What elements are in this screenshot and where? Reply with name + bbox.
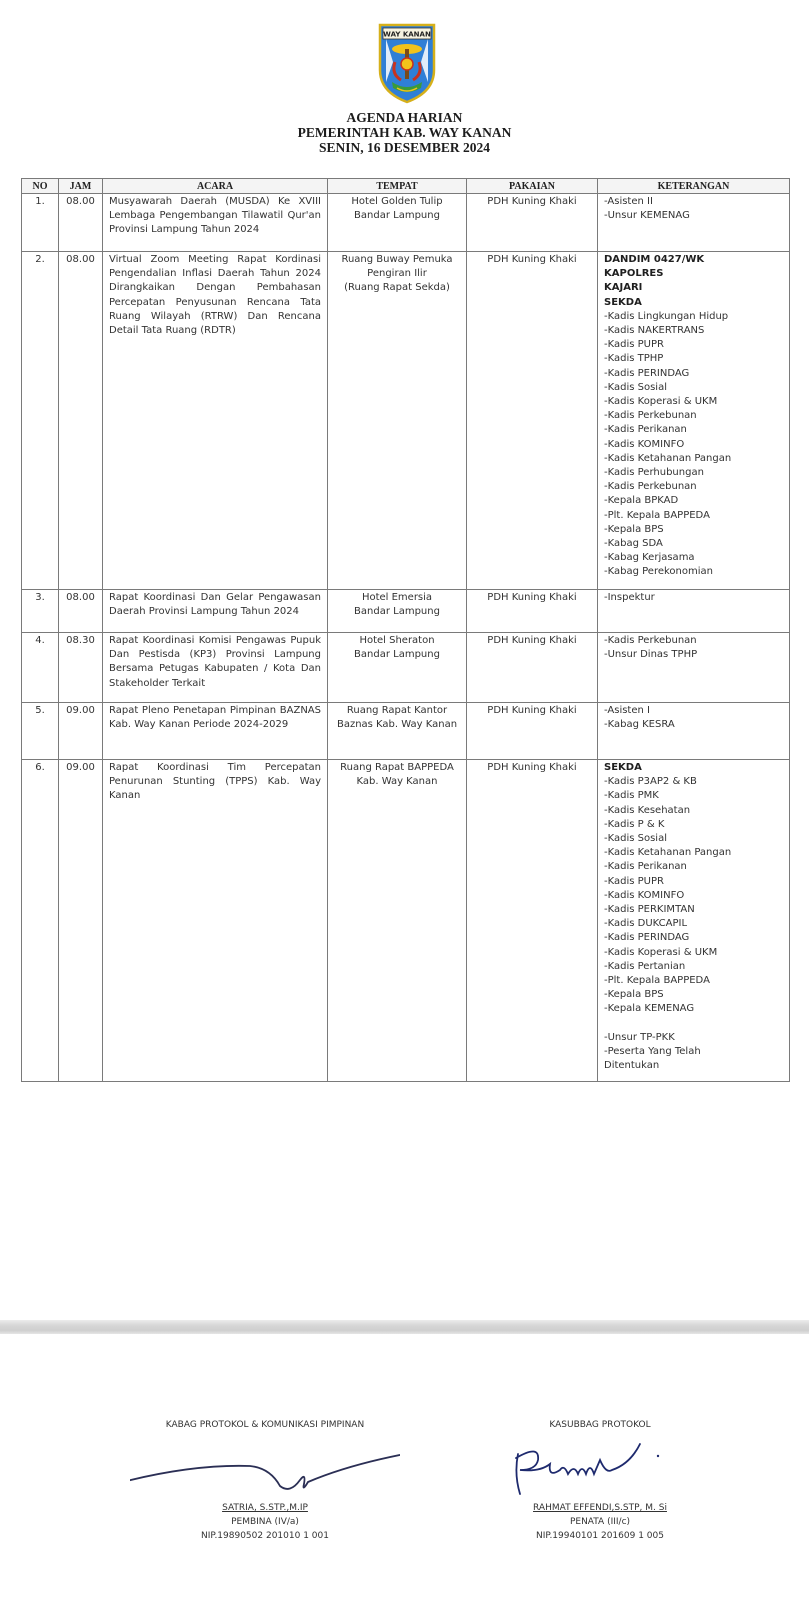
keterangan-item: -Kabag Kerjasama (604, 552, 695, 564)
cell-jam: 09.00 (59, 703, 103, 760)
keterangan-item: -Kadis Perikanan (604, 424, 687, 436)
agenda-row (22, 194, 790, 252)
signature-scribble (130, 1434, 400, 1502)
keterangan-item: -Kadis Ketahanan Pangan (604, 452, 732, 464)
document-title-block (0, 110, 809, 155)
agenda-row (22, 760, 790, 1082)
keterangan-item: -Kadis KOMINFO (604, 438, 685, 450)
cell-jam: 09.00 (59, 760, 103, 1082)
cell-keterangan (598, 703, 790, 760)
keterangan-item: SEKDA (604, 296, 642, 308)
keterangan-item: -Kepala KEMENAG (604, 1003, 695, 1015)
signatory-rank: PENATA (III/c) (569, 1517, 631, 1527)
keterangan-item: -Kadis PMK (604, 790, 659, 802)
signature-block-kasubbag (490, 1420, 710, 1543)
signatory-nip: NIP.19890502 201010 1 001 (201, 1531, 329, 1541)
tempat-line: Baznas Kab. Way Kanan (336, 719, 458, 731)
keterangan-item: -Kadis NAKERTRANS (604, 325, 705, 337)
signatory-rank: PEMBINA (IV/a) (231, 1517, 299, 1527)
column-header-tempat: TEMPAT (328, 179, 467, 194)
signatory-name: RAHMAT EFFENDI,S.STP, M. Si (533, 1503, 667, 1513)
keterangan-item: -Kadis Perkebunan (604, 481, 697, 493)
tempat-line: Ruang Rapat BAPPEDA (340, 762, 454, 773)
keterangan-item: -Kadis Perikanan (604, 861, 687, 873)
title-date: SENIN, 16 DESEMBER 2024 (318, 140, 491, 155)
agenda-row (22, 633, 790, 703)
keterangan-item: -Unsur Dinas TPHP (604, 649, 698, 661)
keterangan-item: -Kadis PERINDAG (604, 367, 690, 379)
cell-keterangan (598, 590, 790, 633)
keterangan-item: -Unsur KEMENAG (604, 210, 690, 222)
cell-keterangan (598, 633, 790, 703)
cell-pakaian: PDH Kuning Khaki (467, 760, 598, 1082)
tempat-line: Ruang Buway Pemuka (341, 254, 453, 265)
cell-acara: Virtual Zoom Meeting Rapat Kordinasi Pengendalian Inflasi Daerah Tahun 2024 Dirangkaikan Dengan Pembahasan Percepatan Penyusunan Rencana Tata Ruang Wilayah (RTRW) Dan Rencana Detail Tata Ruang (RDTR) (103, 252, 328, 590)
column-header-no: NO (22, 179, 59, 194)
cell-jam: 08.00 (59, 590, 103, 633)
tempat-line: Pengiran Ilir (367, 268, 427, 280)
cell-pakaian: PDH Kuning Khaki (467, 590, 598, 633)
cell-no: 1. (22, 194, 59, 252)
keterangan-item: -Kadis P3AP2 & KB (604, 776, 697, 788)
keterangan-item: SEKDA (604, 762, 642, 773)
keterangan-item: -Kadis Koperasi & UKM (604, 946, 718, 958)
column-header-jam: JAM (59, 179, 103, 194)
tempat-line: Bandar Lampung (354, 649, 440, 661)
tempat-line: Bandar Lampung (354, 606, 440, 618)
keterangan-item (604, 1017, 783, 1031)
signature-role: KABAG PROTOKOL & KOMUNIKASI PIMPINAN (165, 1420, 365, 1430)
keterangan-item: DANDIM 0427/WK (604, 254, 705, 265)
title-pemerintah: PEMERINTAH KAB. WAY KANAN (297, 125, 512, 140)
cell-no: 4. (22, 633, 59, 703)
signature-role: KASUBBAG PROTOKOL (549, 1420, 651, 1430)
keterangan-item: -Asisten II (604, 196, 653, 207)
cell-keterangan (598, 760, 790, 1082)
signature-scribble (490, 1434, 710, 1502)
keterangan-item: -Kadis Perkebunan (604, 410, 697, 422)
keterangan-item: -Kadis Lingkungan Hidup (604, 310, 729, 322)
keterangan-item: -Kadis Perkebunan (604, 635, 697, 646)
tempat-line: Bandar Lampung (354, 210, 440, 222)
keterangan-item: -Kabag KESRA (604, 719, 675, 731)
tempat-line: Hotel Golden Tulip (351, 196, 443, 207)
tempat-line: Kab. Way Kanan (356, 776, 438, 788)
way-kanan-emblem-logo (377, 22, 437, 104)
cell-tempat (328, 252, 467, 590)
cell-tempat (328, 194, 467, 252)
cell-tempat (328, 760, 467, 1082)
tempat-line: Hotel Emersia (361, 592, 433, 603)
cell-tempat (328, 633, 467, 703)
keterangan-item: -Kadis PUPR (604, 875, 664, 887)
keterangan-item: -Unsur TP-PKK (604, 1031, 675, 1043)
column-header-keterangan: KETERANGAN (598, 179, 790, 194)
cell-no: 2. (22, 252, 59, 590)
keterangan-item: -Kepala BPS (604, 523, 664, 535)
keterangan-item: -Kadis Perhubungan (604, 467, 704, 479)
keterangan-item: -Kabag SDA (604, 538, 663, 550)
cell-jam: 08.00 (59, 252, 103, 590)
keterangan-item: -Peserta Yang Telah (604, 1045, 701, 1057)
cell-jam: 08.30 (59, 633, 103, 703)
cell-pakaian: PDH Kuning Khaki (467, 194, 598, 252)
cell-no: 6. (22, 760, 59, 1082)
cell-acara: Rapat Koordinasi Dan Gelar Pengawasan Daerah Provinsi Lampung Tahun 2024 (103, 590, 328, 633)
keterangan-item: -Kabag Perekonomian (604, 566, 713, 578)
agenda-table (21, 178, 790, 1082)
signatory-name: SATRIA, S.STP.,M.IP (222, 1503, 308, 1513)
keterangan-item: KAJARI (604, 282, 643, 294)
keterangan-item: -Kadis DUKCAPIL (604, 918, 688, 930)
tempat-line: Ruang Rapat Kantor (346, 705, 448, 716)
column-header-acara: ACARA (103, 179, 328, 194)
keterangan-item: -Kadis Sosial (604, 381, 667, 393)
cell-no: 5. (22, 703, 59, 760)
signatory-nip: NIP.19940101 201609 1 005 (536, 1531, 664, 1541)
keterangan-item: -Kadis Pertanian (604, 960, 686, 972)
cell-pakaian: PDH Kuning Khaki (467, 703, 598, 760)
keterangan-item: -Inspektur (604, 592, 655, 603)
agenda-row (22, 703, 790, 760)
keterangan-item: -Kadis Ketahanan Pangan (604, 847, 732, 859)
cell-tempat (328, 703, 467, 760)
tempat-line: Hotel Sheraton (359, 635, 435, 646)
page-divider (0, 1320, 809, 1334)
agenda-row (22, 252, 790, 590)
keterangan-item: -Kadis Sosial (604, 833, 667, 845)
keterangan-item: -Kadis TPHP (604, 353, 664, 365)
title-agenda-harian: AGENDA HARIAN (346, 110, 463, 125)
cell-acara: Rapat Koordinasi Komisi Pengawas Pupuk Dan Pestisda (KP3) Provinsi Lampung Bersama Petugas Kabupaten / Kota Dan Stakeholder Terkait (103, 633, 328, 703)
cell-pakaian: PDH Kuning Khaki (467, 252, 598, 590)
agenda-row (22, 590, 790, 633)
keterangan-item: -Kadis PERINDAG (604, 932, 690, 944)
keterangan-item: -Plt. Kepala BAPPEDA (604, 975, 710, 987)
cell-acara: Rapat Koordinasi Tim Percepatan Penurunan Stunting (TPPS) Kab. Way Kanan (103, 760, 328, 1082)
tempat-line: (Ruang Rapat Sekda) (344, 282, 450, 294)
cell-keterangan (598, 252, 790, 590)
keterangan-item: -Kadis KOMINFO (604, 889, 685, 901)
cell-keterangan (598, 194, 790, 252)
signature-block-kabag (130, 1420, 400, 1543)
keterangan-item: KAPOLRES (604, 268, 664, 280)
keterangan-item: -Kepala BPS (604, 989, 664, 1001)
table-header-row (22, 179, 790, 194)
cell-jam: 08.00 (59, 194, 103, 252)
keterangan-item: -Asisten I (604, 705, 650, 716)
cell-tempat (328, 590, 467, 633)
keterangan-item: -Plt. Kepala BAPPEDA (604, 509, 710, 521)
cell-acara: Rapat Pleno Penetapan Pimpinan BAZNAS Kab. Way Kanan Periode 2024-2029 (103, 703, 328, 760)
keterangan-item: -Kadis PERKIMTAN (604, 904, 695, 916)
keterangan-item: -Kadis Koperasi & UKM (604, 396, 718, 408)
cell-no: 3. (22, 590, 59, 633)
keterangan-item: -Kadis P & K (604, 818, 665, 830)
keterangan-item: -Kadis Kesehatan (604, 804, 691, 816)
keterangan-item: -Kepala BPKAD (604, 495, 679, 507)
column-header-pakaian: PAKAIAN (467, 179, 598, 194)
keterangan-item: Ditentukan (604, 1060, 660, 1072)
cell-acara: Musyawarah Daerah (MUSDA) Ke XVIII Lembaga Pengembangan Tilawatil Qur'an Provinsi Lampung Tahun 2024 (103, 194, 328, 252)
logo-label: WAY KANAN (383, 30, 431, 39)
cell-pakaian: PDH Kuning Khaki (467, 633, 598, 703)
keterangan-item: -Kadis PUPR (604, 339, 664, 351)
